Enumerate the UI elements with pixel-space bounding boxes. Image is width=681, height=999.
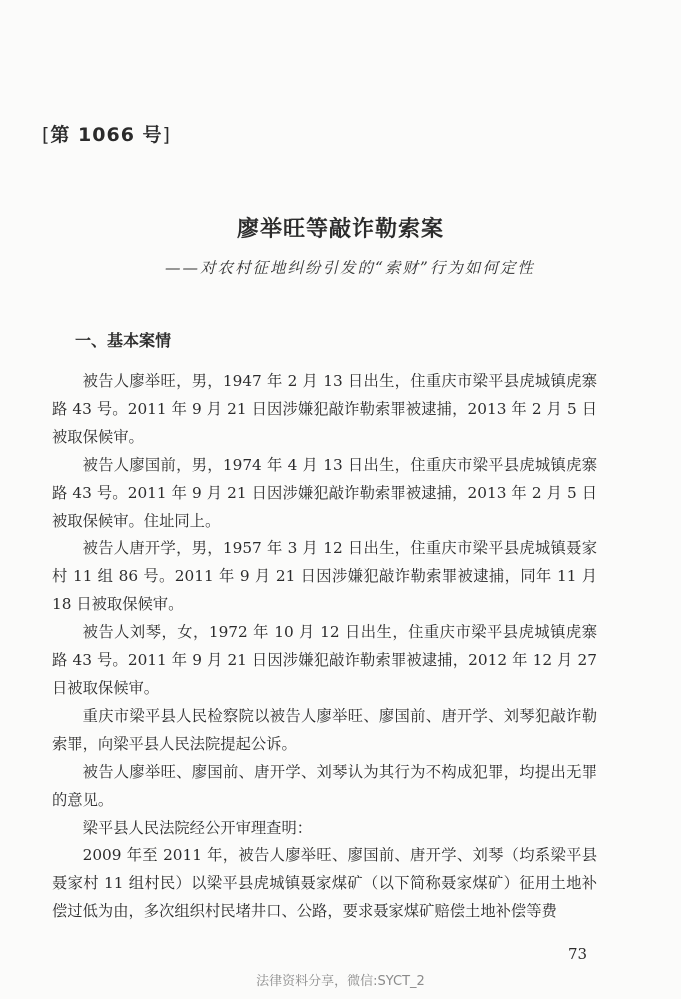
- page-number: 73: [568, 945, 588, 963]
- body-text: [52, 368, 597, 926]
- case-subtitle: ——对农村征地纠纷引发的“索财”行为如何定性: [165, 259, 535, 277]
- paragraph: 被告人廖举旺，男，1947 年 2 月 13 日出生，住重庆市梁平县虎城镇虎寨路 43 号。2011 年 9 月 21 日因涉嫌犯敲诈勒索罪被逮捕，2013 年 2 月 5 日被取保候审。: [52, 372, 597, 446]
- watermark-text: 法律资料分享，微信:SYCT_2: [256, 974, 425, 989]
- paragraph: 被告人刘琴，女，1972 年 10 月 12 日出生，住重庆市梁平县虎城镇虎寨路 43 号。2011 年 9 月 21 日因涉嫌犯敲诈勒索罪被逮捕，2012 年 12 月 27 日被取保候审。: [52, 623, 597, 697]
- case-number-heading: [42, 120, 171, 147]
- paragraph: 梁平县人民法院经公开审理查明：: [82, 818, 313, 837]
- paragraph: 2009 年至 2011 年，被告人廖举旺、廖国前、唐开学、刘琴（均系梁平县聂家村 11 组村民）以梁平县虎城镇聂家煤矿（以下简称聂家煤矿）征用土地补偿过低为由，多次组织村民堵井口、公路，要求聂家煤矿赔偿土地补偿等费: [52, 846, 597, 921]
- paragraph: 被告人唐开学，男，1957 年 3 月 12 日出生，住重庆市梁平县虎城镇聂家村 11 组 86 号。2011 年 9 月 21 日因涉嫌犯敲诈勒索罪被逮捕，同年 11 月 18 日被取保候审。: [52, 539, 597, 614]
- case-title: 廖举旺等敲诈勒索案: [236, 217, 444, 242]
- case-number-text: 第 1066 号: [50, 124, 163, 146]
- paragraph: 被告人廖国前，男，1974 年 4 月 13 日出生，住重庆市梁平县虎城镇虎寨路 43 号。2011 年 9 月 21 日因涉嫌犯敲诈勒索罪被逮捕，2013 年 2 月 5 日被取保候审。住址同上。: [52, 455, 597, 530]
- paragraph: 重庆市梁平县人民检察院以被告人廖举旺、廖国前、唐开学、刘琴犯敲诈勒索罪，向梁平县人民法院提起公诉。: [52, 706, 597, 753]
- open-bracket: [: [42, 124, 51, 146]
- section-heading: 一、基本案情: [75, 331, 172, 350]
- close-bracket: ]: [162, 124, 171, 146]
- paragraph: 被告人廖举旺、廖国前、唐开学、刘琴认为其行为不构成犯罪，均提出无罪的意见。: [52, 762, 597, 809]
